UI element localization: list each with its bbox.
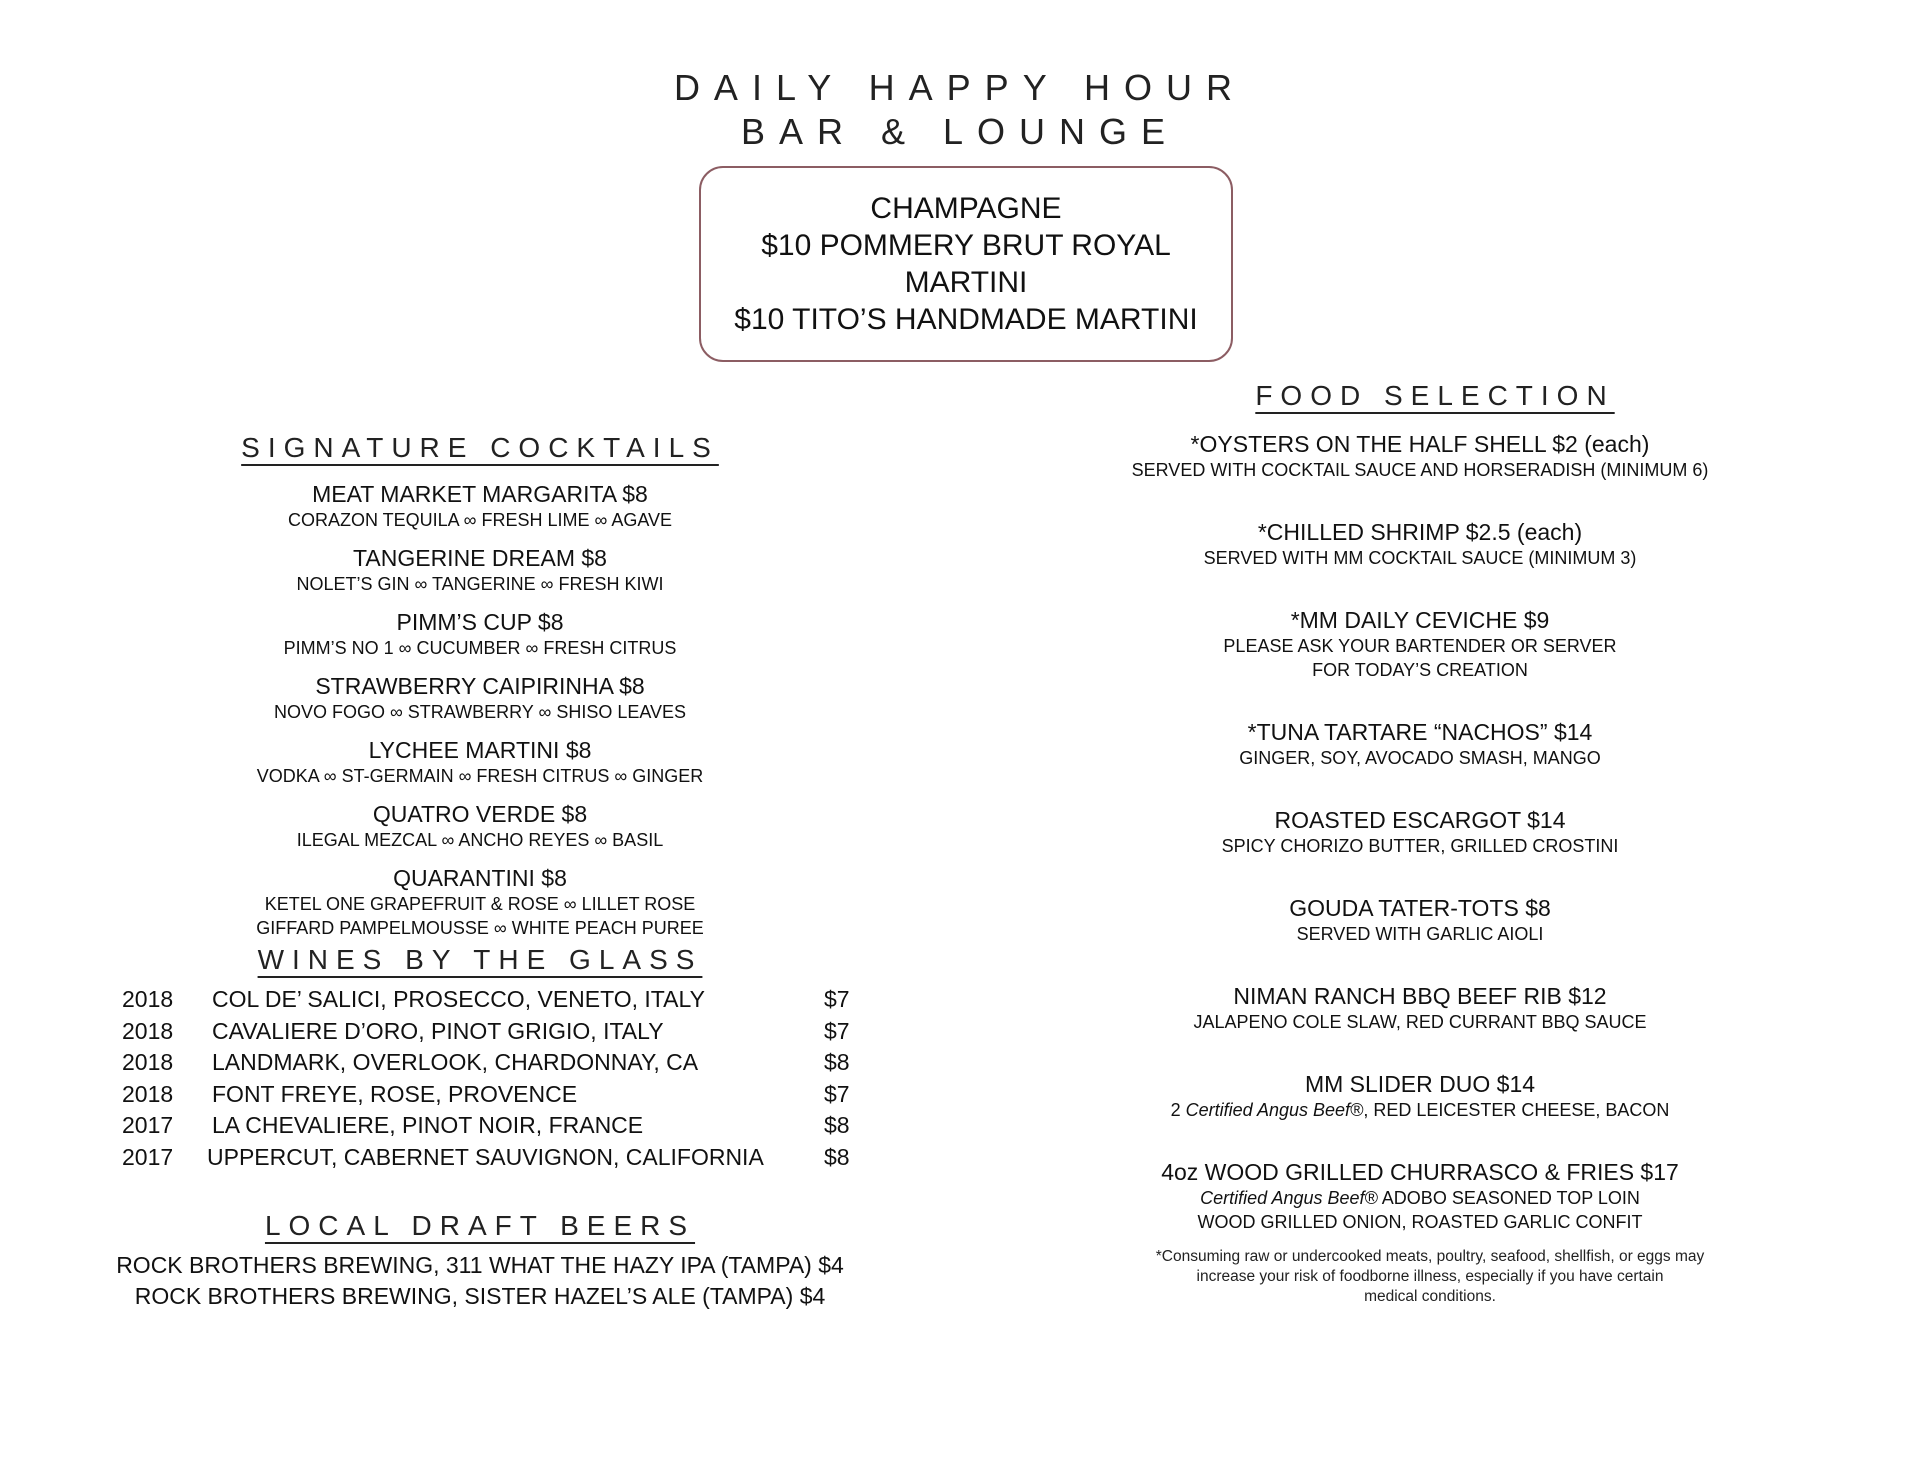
wine-price: $8 (824, 1112, 850, 1139)
cocktail-item (220, 608, 740, 660)
menu-header (0, 66, 1920, 154)
food-desc (1060, 1098, 1780, 1122)
cocktail-desc: VODKA ∞ ST-GERMAIN ∞ FRESH CITRUS ∞ GINGER (256, 766, 704, 786)
wines-list (122, 984, 862, 1174)
wine-price: $8 (824, 1049, 850, 1076)
food-item (1060, 1158, 1780, 1234)
wine-price: $7 (824, 1017, 850, 1044)
cocktail-desc: ILEGAL MEZCAL ∞ ANCHO REYES ∞ BASIL (296, 830, 664, 850)
cocktail-name: QUARANTINI $8 (393, 865, 567, 891)
cocktail-desc: PIMM’S NO 1 ∞ CUCUMBER ∞ FRESH CITRUS (283, 638, 677, 658)
food-desc: SERVED WITH GARLIC AIOLI (1296, 924, 1544, 944)
food-desc-brand: Certified Angus Beef® (1185, 1100, 1364, 1120)
cocktail-desc: NOVO FOGO ∞ STRAWBERRY ∞ SHISO LEAVES (273, 702, 687, 722)
wine-name: FONT FREYE, ROSE, PROVENCE (212, 1080, 578, 1107)
specials-line: MARTINI (904, 266, 1028, 299)
wine-year: 2018 (122, 986, 174, 1012)
beer-item: ROCK BROTHERS BREWING, 311 WHAT THE HAZY IPA (TAMPA) $4 (116, 1252, 844, 1278)
food-item (1060, 982, 1780, 1034)
wines-title-wrap (170, 944, 790, 976)
cocktail-item (220, 800, 740, 852)
cocktail-desc: NOLET’S GIN ∞ TANGERINE ∞ FRESH KIWI (296, 574, 664, 594)
food-title-wrap (1125, 380, 1745, 412)
food-name: GOUDA TATER-TOTS $8 (1289, 895, 1551, 921)
wine-year: 2018 (122, 1080, 174, 1107)
cocktail-name: QUATRO VERDE $8 (372, 801, 588, 827)
wine-name: CAVALIERE D’ORO, PINOT GRIGIO, ITALY (212, 1017, 664, 1044)
food-section (1060, 430, 1780, 1270)
wine-price: $7 (824, 986, 850, 1012)
wine-row (122, 1079, 862, 1111)
food-item (1060, 430, 1780, 482)
cocktail-name: STRAWBERRY CAIPIRINHA $8 (315, 673, 645, 699)
food-desc-rest: , RED LEICESTER CHEESE, BACON (1363, 1100, 1670, 1120)
cocktail-item (220, 864, 740, 940)
food-title: FOOD SELECTION (1255, 380, 1615, 411)
wine-row (122, 1142, 862, 1174)
food-name: 4oz WOOD GRILLED CHURRASCO & FRIES $17 (1161, 1159, 1679, 1185)
food-name: NIMAN RANCH BBQ BEEF RIB $12 (1233, 983, 1607, 1009)
health-disclaimer (1120, 1247, 1740, 1307)
food-desc: JALAPENO COLE SLAW, RED CURRANT BBQ SAUCE (1193, 1012, 1647, 1032)
wine-name: LANDMARK, OVERLOOK, CHARDONNAY, CA (212, 1049, 699, 1076)
cocktail-name: MEAT MARKET MARGARITA $8 (312, 481, 648, 507)
disclaimer-line: increase your risk of foodborne illness, especially if you have certain (1196, 1268, 1664, 1285)
food-name: MM SLIDER DUO $14 (1304, 1071, 1536, 1097)
wine-year: 2018 (122, 1049, 174, 1076)
wine-year: 2017 (122, 1143, 174, 1170)
beers-title-wrap (170, 1210, 790, 1242)
specials-line: $10 POMMERY BRUT ROYAL (761, 229, 1171, 262)
beers-list (110, 1250, 850, 1312)
wine-price: $7 (824, 1080, 850, 1107)
food-item (1060, 1070, 1780, 1122)
food-name: *MM DAILY CEVICHE $9 (1290, 607, 1550, 633)
food-desc: SERVED WITH COCKTAIL SAUCE AND HORSERADISH (MINIMUM 6) (1131, 460, 1709, 480)
wine-row (122, 1110, 862, 1142)
food-desc: PLEASE ASK YOUR BARTENDER OR SERVER (1223, 636, 1617, 656)
wine-name: LA CHEVALIERE, PINOT NOIR, FRANCE (212, 1112, 644, 1139)
food-item (1060, 806, 1780, 858)
cocktail-item (220, 736, 740, 788)
wine-year: 2017 (122, 1112, 174, 1139)
food-desc-rest: ADOBO SEASONED TOP LOIN (1377, 1188, 1640, 1208)
food-desc: SPICY CHORIZO BUTTER, GRILLED CROSTINI (1221, 836, 1619, 856)
food-name: ROASTED ESCARGOT $14 (1274, 807, 1566, 833)
cocktail-name: TANGERINE DREAM $8 (353, 545, 607, 571)
cocktails-section (220, 432, 740, 952)
header-subtitle: BAR & LOUNGE (740, 111, 1180, 152)
food-desc: WOOD GRILLED ONION, ROASTED GARLIC CONFIT (1197, 1212, 1643, 1232)
food-desc: FOR TODAY’S CREATION (1312, 660, 1528, 680)
food-item (1060, 518, 1780, 570)
wine-name: UPPERCUT, CABERNET SAUVIGNON, CALIFORNIA (207, 1143, 764, 1170)
food-name: *CHILLED SHRIMP $2.5 (each) (1257, 519, 1583, 545)
disclaimer-line: medical conditions. (1364, 1288, 1496, 1305)
cocktail-item (220, 672, 740, 724)
wine-year: 2018 (122, 1017, 174, 1044)
beers-title: LOCAL DRAFT BEERS (264, 1210, 696, 1241)
wine-row (122, 984, 862, 1016)
wine-row (122, 1047, 862, 1079)
cocktail-desc: GIFFARD PAMPELMOUSSE ∞ WHITE PEACH PUREE (256, 918, 704, 938)
cocktail-item (220, 544, 740, 596)
food-item (1060, 718, 1780, 770)
cocktails-title: SIGNATURE COCKTAILS (241, 432, 719, 463)
specials-box (699, 166, 1233, 362)
food-desc: SERVED WITH MM COCKTAIL SAUCE (MINIMUM 3) (1203, 548, 1637, 568)
header-title: DAILY HAPPY HOUR (673, 67, 1247, 108)
specials-line: $10 TITO’S HANDMADE MARTINI (734, 303, 1198, 336)
specials-line: CHAMPAGNE (870, 192, 1062, 225)
beer-item: ROCK BROTHERS BREWING, SISTER HAZEL’S ALE (TAMPA) $4 (134, 1283, 826, 1309)
food-item (1060, 606, 1780, 682)
cocktail-name: PIMM’S CUP $8 (396, 609, 564, 635)
food-desc: GINGER, SOY, AVOCADO SMASH, MANGO (1239, 748, 1601, 768)
cocktail-desc: KETEL ONE GRAPEFRUIT & ROSE ∞ LILLET ROSE (264, 894, 696, 914)
food-desc (1060, 1186, 1780, 1210)
food-desc-prefix: 2 (1170, 1100, 1186, 1120)
food-item (1060, 894, 1780, 946)
cocktail-desc: CORAZON TEQUILA ∞ FRESH LIME ∞ AGAVE (287, 510, 673, 530)
food-name: *TUNA TARTARE “NACHOS” $14 (1247, 719, 1593, 745)
food-name: *OYSTERS ON THE HALF SHELL $2 (each) (1190, 431, 1650, 457)
food-desc-brand: Certified Angus Beef® (1200, 1188, 1378, 1208)
wine-name: COL DE’ SALICI, PROSECCO, VENETO, ITALY (212, 986, 705, 1012)
cocktail-name: LYCHEE MARTINI $8 (368, 737, 592, 763)
wine-price: $8 (824, 1143, 850, 1170)
wines-title: WINES BY THE GLASS (257, 944, 703, 975)
cocktail-item (220, 480, 740, 532)
disclaimer-line: *Consuming raw or undercooked meats, poultry, seafood, shellfish, or eggs may (1155, 1248, 1705, 1265)
wine-row (122, 1016, 862, 1048)
